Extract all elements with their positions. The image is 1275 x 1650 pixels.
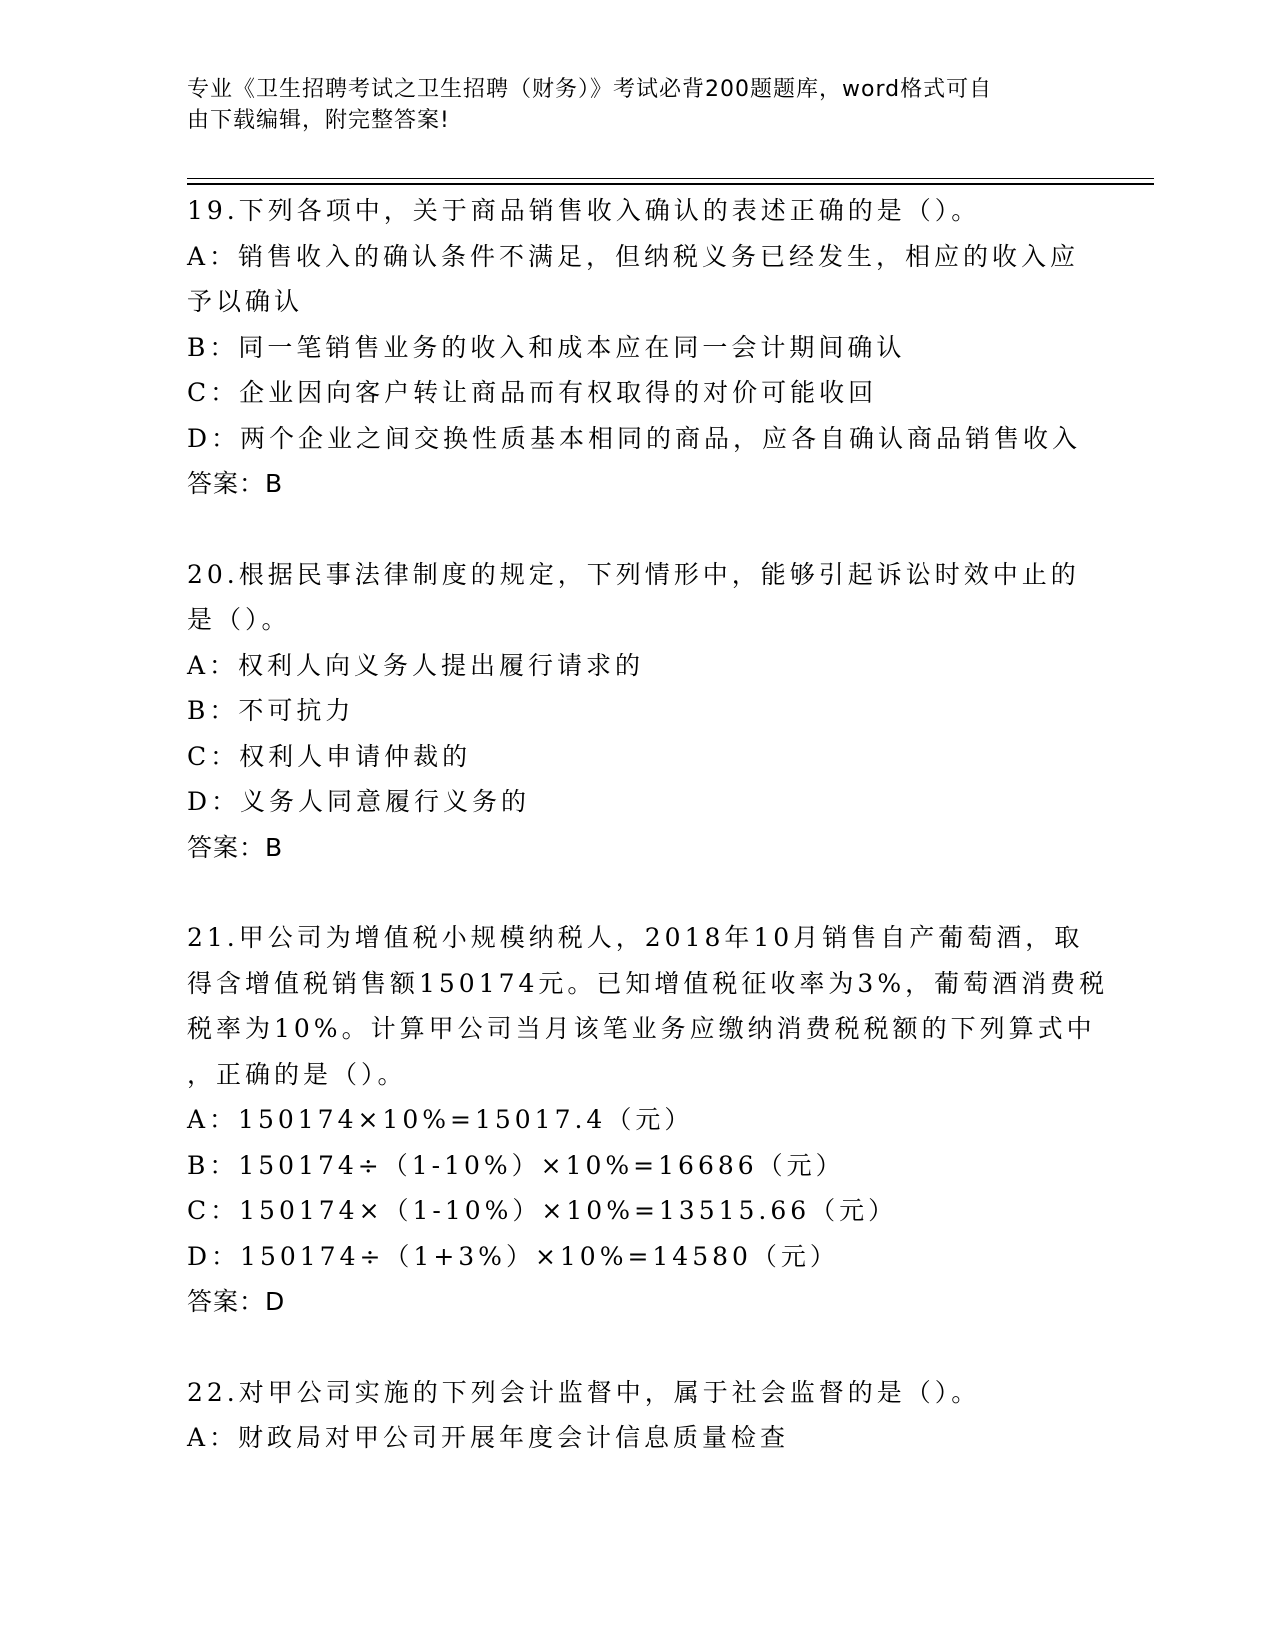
question-22 [187, 1370, 1087, 1461]
answer-text: 答案：D [187, 1287, 286, 1316]
option-d: D：义务人同意履行义务的 [187, 787, 531, 816]
option-a: A：财政局对甲公司开展年度会计信息质量检查 [187, 1423, 790, 1452]
answer-text: 答案：B [187, 832, 284, 862]
question-stem: 19.下列各项中，关于商品销售收入确认的表述正确的是（）。 [187, 196, 981, 225]
header-line-2: 由下载编辑，附完整答案! [187, 108, 450, 133]
question-stem-continued: 是（）。 [187, 605, 291, 634]
option-d: D：150174÷（1+3%）×10%=14580（元） [187, 1241, 839, 1271]
option-c: C：权利人申请仲裁的 [187, 741, 472, 771]
header-divider-thin [187, 178, 1154, 179]
option-b: B：不可抗力 [187, 696, 355, 725]
answer-text: 答案：B [187, 469, 284, 498]
question-list [187, 188, 1109, 1461]
question-stem-continued: 税率为10%。计算甲公司当月该笔业务应缴纳消费税税额的下列算式中 [187, 1014, 1096, 1043]
option-b: B：同一笔销售业务的收入和成本应在同一会计期间确认 [187, 332, 906, 362]
question-20 [187, 552, 1087, 871]
option-c: C：150174×（1-10%）×10%=13515.66（元） [187, 1196, 898, 1225]
option-c: C：企业因向客户转让商品而有权取得的对价可能收回 [187, 378, 878, 407]
header-line-1: 专业《卫生招聘考试之卫生招聘（财务）》考试必背200题题库，word格式可自 [187, 77, 993, 102]
option-b: B：150174÷（1-10%）×10%=16686（元） [187, 1150, 845, 1180]
option-a: A：150174×10%=15017.4（元） [187, 1105, 694, 1134]
question-19 [187, 188, 1087, 507]
question-stem: 22.对甲公司实施的下列会计监督中，属于社会监督的是（）。 [187, 1377, 981, 1407]
option-a: A：销售收入的确认条件不满足，但纳税义务已经发生，相应的收入应 [187, 241, 1080, 271]
question-stem-continued: 得含增值税销售额150174元。已知增值税征收率为3%，葡萄酒消费税 [187, 968, 1109, 998]
question-21 [187, 915, 1109, 1325]
document-header [187, 74, 1067, 136]
question-stem: 21.甲公司为增值税小规模纳税人，2018年10月销售自产葡萄酒，取 [187, 923, 1084, 952]
header-divider-thick [187, 183, 1154, 185]
option-d: D：两个企业之间交换性质基本相同的商品，应各自确认商品销售收入 [187, 423, 1082, 453]
option-a: A：权利人向义务人提出履行请求的 [187, 650, 645, 680]
option-a-continued: 予以确认 [187, 287, 304, 316]
question-stem: 20.根据民事法律制度的规定，下列情形中，能够引起诉讼时效中止的 [187, 559, 1080, 589]
question-stem-continued: ，正确的是（）。 [187, 1059, 407, 1089]
